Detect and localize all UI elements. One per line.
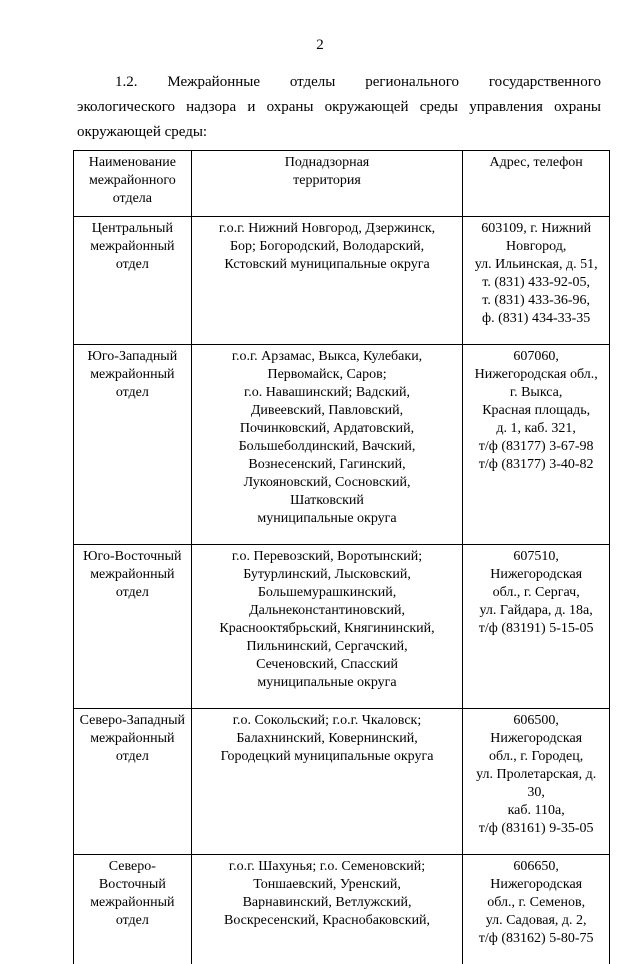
header-address-phone: Адрес, телефон [463, 151, 610, 217]
heading-line-3: окружающей среды: [77, 120, 601, 145]
table-row [74, 545, 610, 709]
table-row [74, 217, 610, 345]
department-territory: г.о. Сокольский; г.о.г. Чкаловск; Балахнинский, Ковернинский, Городецкий муниципальные округа [191, 709, 463, 855]
heading-line-2 [77, 95, 601, 120]
department-address: 607060, Нижегородская обл., г. Выкса, Красная площадь, д. 1, каб. 321, т/ф (83177) 3-67-98 т/ф (83177) 3-40-82 [463, 345, 610, 545]
heading-word: надзора [186, 95, 236, 120]
department-address: 606500, Нижегородская обл., г. Городец, ул. Пролетарская, д. 30, каб. 110а, т/ф (83161) 9-35-05 [463, 709, 610, 855]
page-number: 2 [0, 37, 640, 54]
department-address: 607510, Нижегородская обл., г. Сергач, ул. Гайдара, д. 18а, т/ф (83191) 5-15-05 [463, 545, 610, 709]
header-territory: Поднадзорная территория [191, 151, 463, 217]
heading-word: государственного [489, 70, 601, 95]
heading-word: среды [420, 95, 458, 120]
heading-word: Межрайонные [167, 70, 260, 95]
section-number: 1.2. [115, 70, 138, 95]
department-territory: г.о.г. Нижний Новгород, Дзержинск, Бор; Богородский, Володарский, Кстовский муниципальные округа [191, 217, 463, 345]
department-name: Юго-Восточный межрайонный отдел [74, 545, 192, 709]
heading-word: отделы [290, 70, 336, 95]
department-territory: г.о.г. Арзамас, Выкса, Кулебаки, Первомайск, Саров; г.о. Навашинский; Вадский, Дивеевский, Павловский, Починковский, Ардатовский, Большеболдинский, Вачский, Вознесенский, Гагинский, Лукояновский, Сосновский, Шатковский муниципальные округа [191, 345, 463, 545]
heading-word: и [247, 95, 255, 120]
section-heading [77, 70, 601, 145]
department-territory: г.о. Перевозский, Воротынский; Бутурлинский, Лысковский, Большемурашкинский, Дальнеконстантиновский, Краснооктябрьский, Княгининский, Пильнинский, Сергачский, Сеченовский, Спасский муниципальные округа [191, 545, 463, 709]
departments-table [73, 150, 610, 964]
department-name: Северо-Западный межрайонный отдел [74, 709, 192, 855]
heading-word: охраны [267, 95, 314, 120]
department-address: 603109, г. Нижний Новгород, ул. Ильинская, д. 51, т. (831) 433-92-05, т. (831) 433-36-96, ф. (831) 434-33-35 [463, 217, 610, 345]
table-row [74, 709, 610, 855]
heading-word: управления [469, 95, 543, 120]
department-name: Юго-Западный межрайонный отдел [74, 345, 192, 545]
department-address: 606650, Нижегородская обл., г. Семенов, ул. Садовая, д. 2, т/ф (83162) 5-80-75 [463, 855, 610, 964]
heading-word: окружающей [325, 95, 409, 120]
heading-line-1 [77, 70, 601, 95]
department-territory: г.о.г. Шахунья; г.о. Семеновский; Тоншаевский, Уренский, Варнавинский, Ветлужский, Воскресенский, Краснобаковский, [191, 855, 463, 964]
table-row [74, 855, 610, 964]
heading-word: охраны [554, 95, 601, 120]
department-name: Северо- Восточный межрайонный отдел [74, 855, 192, 964]
heading-word: регионального [365, 70, 459, 95]
heading-word: экологического [77, 95, 175, 120]
table-row [74, 345, 610, 545]
table-header-row [74, 151, 610, 217]
header-department-name: Наименование межрайонного отдела [74, 151, 192, 217]
department-name: Центральный межрайонный отдел [74, 217, 192, 345]
